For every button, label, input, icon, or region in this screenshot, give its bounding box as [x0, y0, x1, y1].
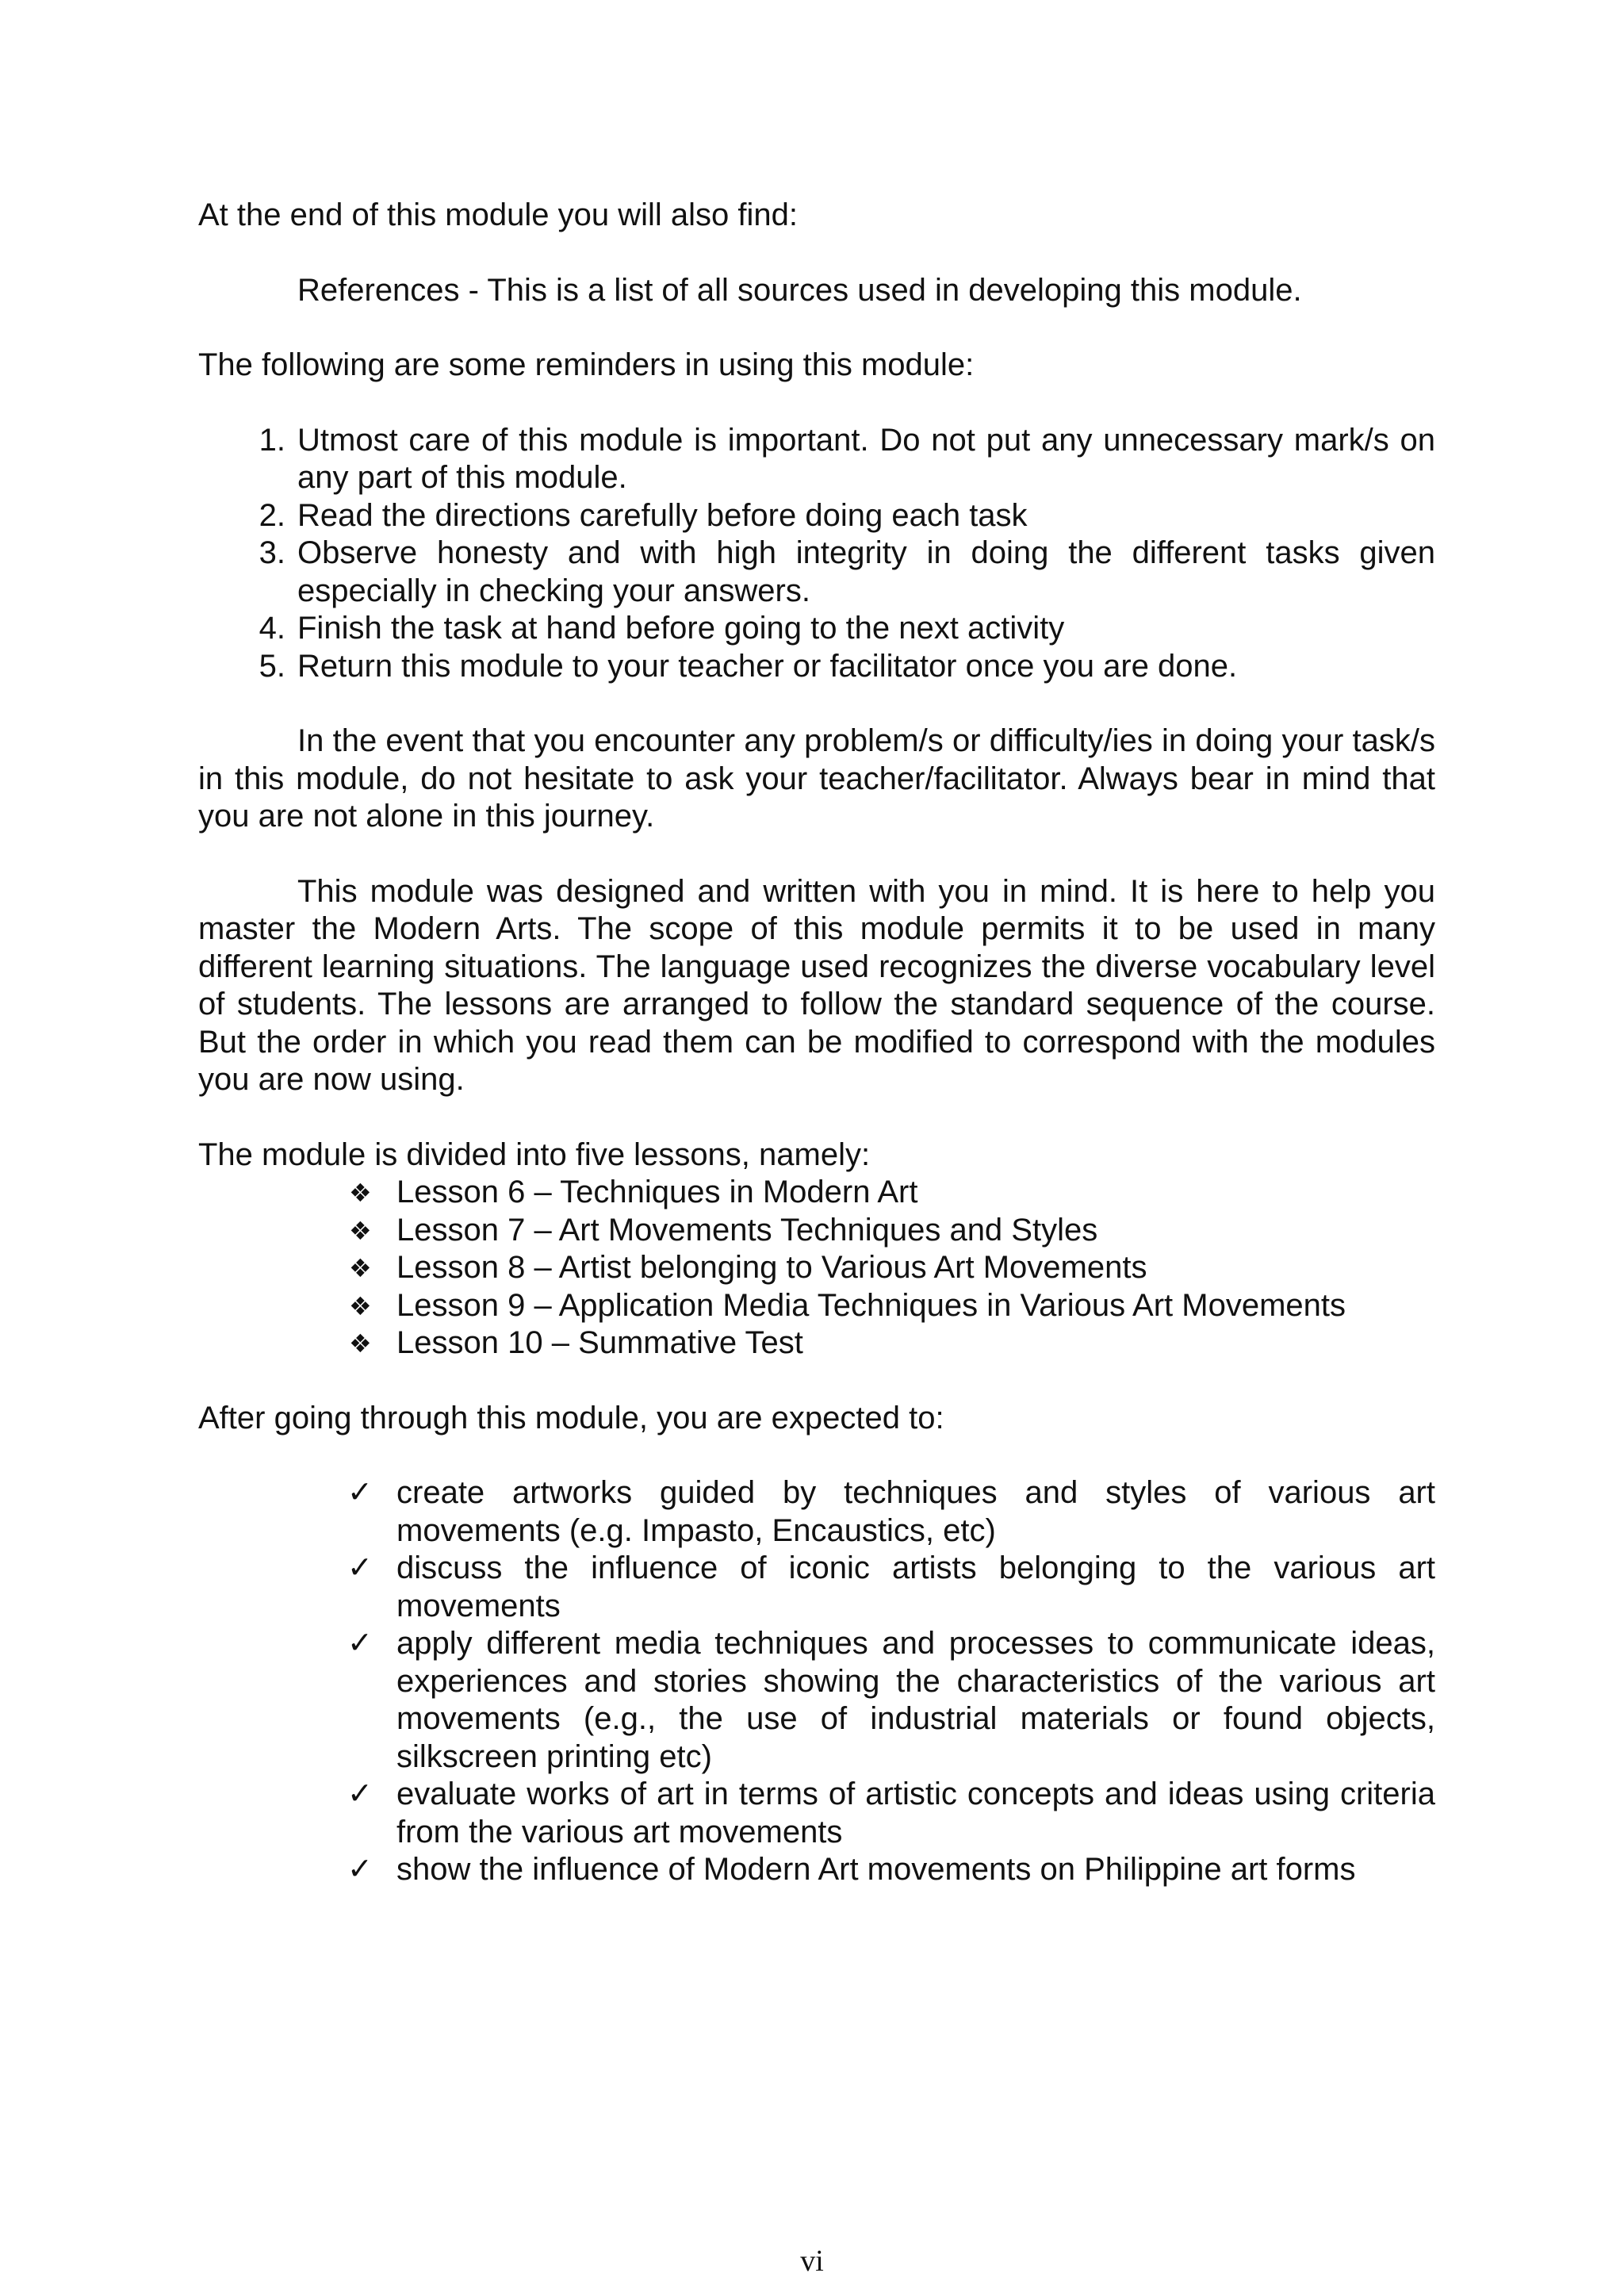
lesson-text: Lesson 7 – Art Movements Techniques and Styles — [396, 1212, 1098, 1248]
outcome-text: show the influence of Modern Art movements on Philippine art forms — [396, 1852, 1356, 1887]
reminder-item — [259, 422, 1435, 497]
lesson-item — [349, 1324, 1435, 1363]
diamond-bullet-icon: ❖ — [349, 1254, 372, 1282]
lesson-item — [349, 1249, 1435, 1287]
reminder-item — [259, 535, 1435, 610]
diamond-bullet-icon: ❖ — [349, 1179, 372, 1207]
outcome-item — [347, 1851, 1435, 1889]
reminder-item — [259, 497, 1435, 535]
outcomes-list — [198, 1474, 1435, 1889]
outcome-text: discuss the influence of iconic artists belonging to the various art movements — [396, 1550, 1435, 1623]
reminder-text: Utmost care of this module is important. Do not put any unnecessary mark/s on any part of this module. — [297, 422, 1435, 495]
checkmark-icon: ✓ — [347, 1476, 373, 1509]
diamond-bullet-icon: ❖ — [349, 1329, 372, 1358]
checkmark-icon: ✓ — [347, 1777, 373, 1811]
lessons-heading: The module is divided into five lessons, namely: — [198, 1137, 871, 1172]
lesson-item — [349, 1212, 1435, 1250]
reminder-number: 2. — [259, 497, 285, 533]
lesson-text: Lesson 8 – Artist belonging to Various Art Movements — [396, 1250, 1147, 1285]
diamond-bullet-icon: ❖ — [349, 1216, 372, 1245]
checkmark-icon: ✓ — [347, 1853, 373, 1886]
outcome-item — [347, 1625, 1435, 1776]
reminder-text: Finish the task at hand before going to the next activity — [297, 611, 1065, 646]
page-number: vi — [800, 2244, 824, 2278]
reminder-text: Read the directions carefully before doing each task — [297, 497, 1028, 533]
reminder-number: 5. — [259, 648, 285, 684]
references-note: References - This is a list of all sources used in developing this module. — [297, 272, 1302, 308]
lesson-text: Lesson 6 – Techniques in Modern Art — [396, 1175, 918, 1209]
lesson-item — [349, 1174, 1435, 1212]
reminder-item — [259, 610, 1435, 648]
outcome-text: evaluate works of art in terms of artistic concepts and ideas using criteria from the various art movements — [396, 1777, 1435, 1849]
reminders-heading: The following are some reminders in using this module: — [198, 347, 975, 382]
intro-text: At the end of this module you will also find: — [198, 197, 798, 232]
outcome-text: apply different media techniques and processes to communicate ideas, experiences and stories showing the characteristics of the various art movements (e.g., the use of industrial materials or found objects, silkscreen printing etc) — [396, 1626, 1435, 1774]
lesson-item — [349, 1287, 1435, 1325]
reminder-text: Observe honesty and with high integrity in doing the different tasks given especially in checking your answers. — [297, 535, 1435, 608]
problem-paragraph: In the event that you encounter any problem/s or difficulty/ies in doing your task/s in this module, do not hesitate to ask your teacher/facilitator. Always bear in mind that you are not alone in this journey. — [198, 723, 1435, 834]
reminder-number: 3. — [259, 535, 285, 570]
reminders-list — [198, 422, 1435, 686]
outcome-text: create artworks guided by techniques and styles of various art movements (e.g. Impasto, Encaustics, etc) — [396, 1475, 1435, 1548]
checkmark-icon: ✓ — [347, 1551, 373, 1585]
document-page — [198, 197, 1435, 1889]
checkmark-icon: ✓ — [347, 1627, 373, 1660]
outcome-item — [347, 1776, 1435, 1851]
reminder-text: Return this module to your teacher or facilitator once you are done. — [297, 648, 1238, 684]
diamond-bullet-icon: ❖ — [349, 1291, 372, 1320]
design-paragraph: This module was designed and written with you in mind. It is here to help you master the Modern Arts. The scope of this module permits it to be used in many different learning situations. The language used recognizes the diverse vocabulary level of students. The lessons are arranged to follow the standard sequence of the course. But the order in which you read them can be modified to correspond with the modules you are now using. — [198, 873, 1435, 1097]
outcome-item — [347, 1550, 1435, 1625]
outcome-item — [347, 1474, 1435, 1550]
reminder-number: 1. — [259, 422, 285, 458]
lesson-text: Lesson 10 – Summative Test — [396, 1325, 803, 1360]
lessons-list — [198, 1174, 1435, 1363]
outcomes-heading: After going through this module, you are expected to: — [198, 1400, 944, 1435]
reminder-item — [259, 648, 1435, 686]
lesson-text: Lesson 9 – Application Media Techniques in Various Art Movements — [396, 1287, 1346, 1323]
reminder-number: 4. — [259, 611, 285, 646]
